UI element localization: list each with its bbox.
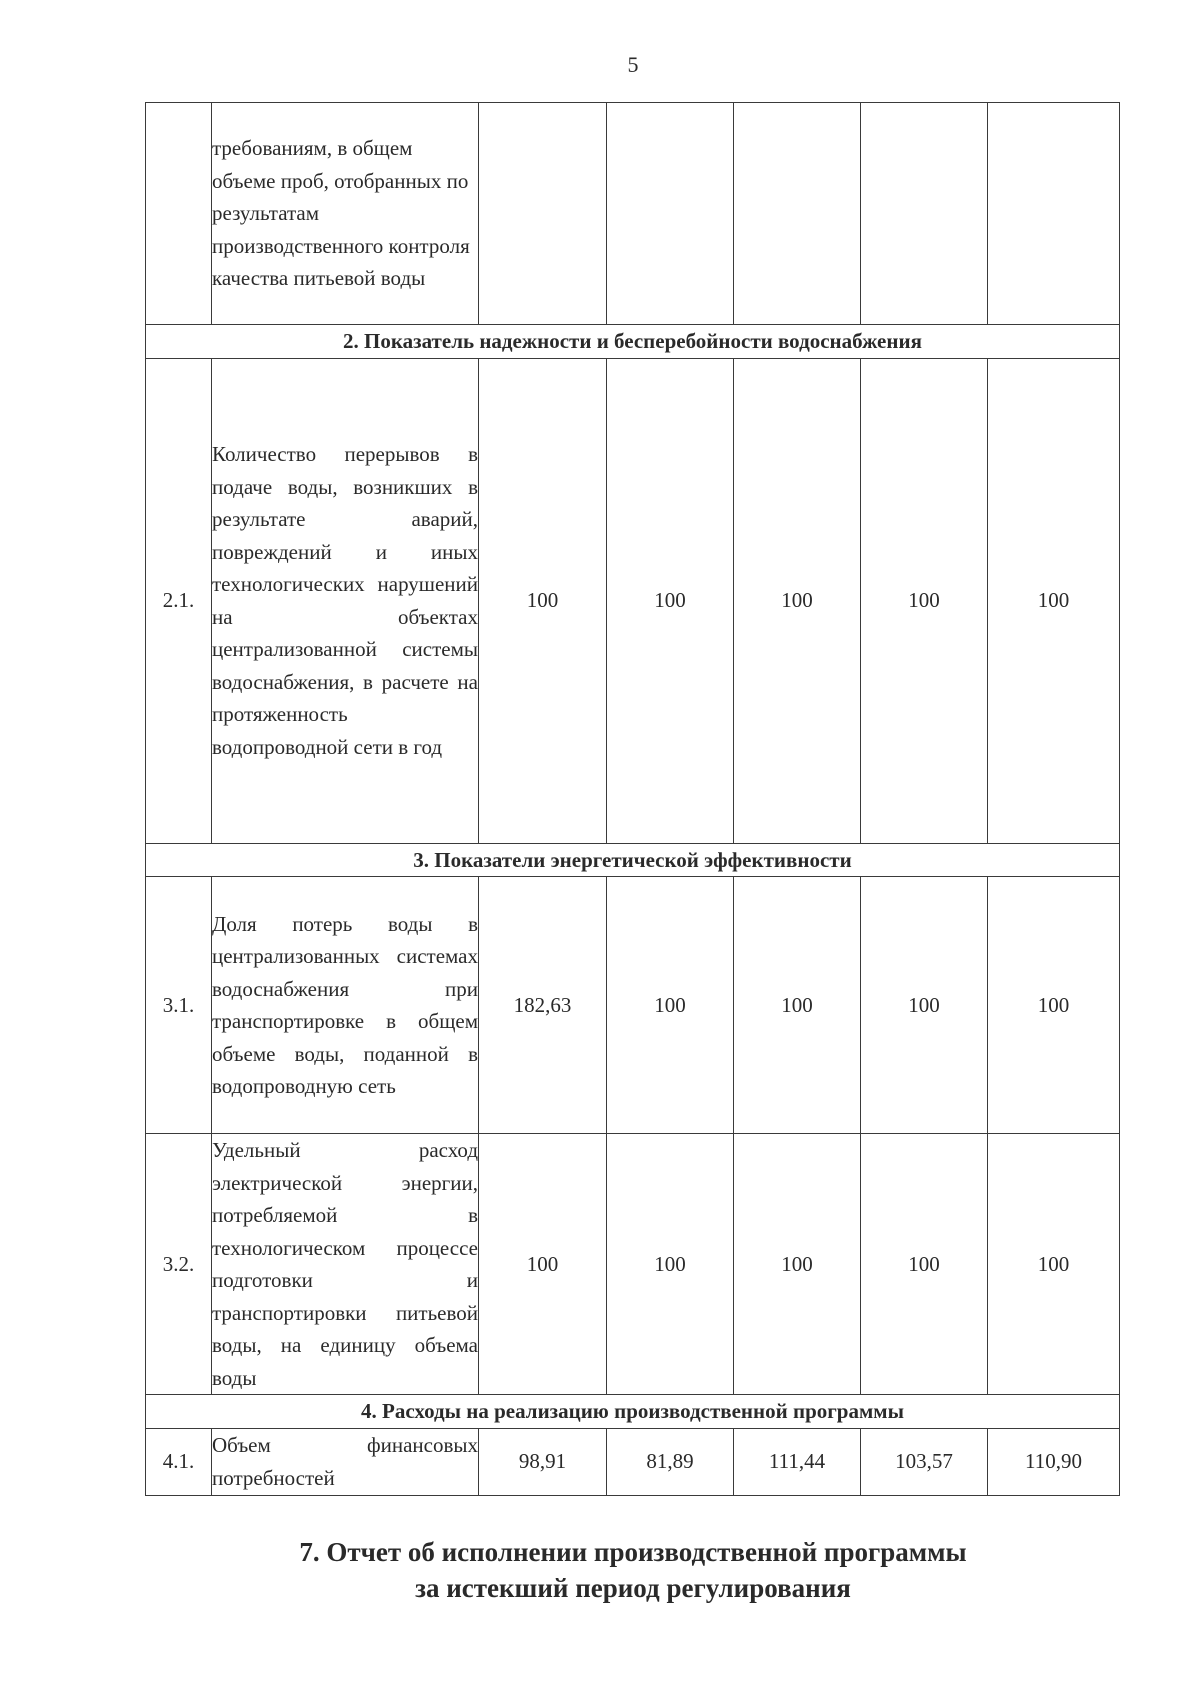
table-row (146, 358, 1120, 843)
section-header-row (146, 1395, 1120, 1429)
value-cell: 100 (734, 1134, 861, 1395)
value-cell: 100 (988, 877, 1120, 1134)
page-number: 5 (627, 52, 639, 77)
value-cell: 182,63 (479, 877, 607, 1134)
table-row (146, 1428, 1120, 1495)
value-cell: 103,57 (861, 1428, 988, 1495)
value-cell: 100 (607, 877, 734, 1134)
row-number: 3.1. (146, 877, 212, 1134)
value-cell: 100 (861, 877, 988, 1134)
value-cell: 100 (607, 1134, 734, 1395)
value-cell: 100 (861, 358, 988, 843)
row-number (146, 103, 212, 325)
value-cell: 100 (861, 1134, 988, 1395)
section-title: 4. Расходы на реализацию производственной программы (146, 1395, 1120, 1429)
value-cell: 100 (479, 1134, 607, 1395)
section-title: 2. Показатель надежности и бесперебойности водоснабжения (146, 325, 1120, 359)
row-number: 4.1. (146, 1428, 212, 1495)
value-cell: 100 (988, 358, 1120, 843)
indicator-description: Доля потерь воды в централизованных системах водоснабжения при транспортировке в общем объеме воды, поданной в водопроводную сеть (212, 877, 479, 1134)
indicator-description: Объем финансовых потребностей (212, 1428, 479, 1495)
row-number: 3.2. (146, 1134, 212, 1395)
value-cell: 100 (734, 877, 861, 1134)
value-cell (734, 103, 861, 325)
indicator-description: Удельный расход электрической энергии, потребляемой в технологическом процессе подготовки и транспортировки питьевой воды, на единицу объема воды (212, 1134, 479, 1395)
report-heading-line1: 7. Отчет об исполнении производственной программы (299, 1537, 967, 1567)
section-header-row (146, 325, 1120, 359)
table-row (146, 877, 1120, 1134)
row-number: 2.1. (146, 358, 212, 843)
value-cell: 98,91 (479, 1428, 607, 1495)
report-heading-line2: за истекший период регулирования (415, 1573, 851, 1603)
indicators-table (145, 102, 1120, 1496)
section-header-row (146, 843, 1120, 877)
value-cell: 100 (734, 358, 861, 843)
value-cell: 110,90 (988, 1428, 1120, 1495)
value-cell (861, 103, 988, 325)
value-cell: 100 (988, 1134, 1120, 1395)
table-row (146, 1134, 1120, 1395)
value-cell: 111,44 (734, 1428, 861, 1495)
value-cell (607, 103, 734, 325)
section-title: 3. Показатели энергетической эффективности (146, 843, 1120, 877)
indicator-description: требованиям, в общем объеме проб, отобранных по результатам производственного контроля качества питьевой воды (212, 103, 479, 325)
value-cell: 81,89 (607, 1428, 734, 1495)
value-cell: 100 (607, 358, 734, 843)
value-cell (988, 103, 1120, 325)
indicator-description: Количество перерывов в подаче воды, возникших в результате аварий, повреждений и иных технологических нарушений на объектах централизованной системы водоснабжения, в расчете на протяженность водопроводной сети в год (212, 358, 479, 843)
value-cell: 100 (479, 358, 607, 843)
report-heading (0, 1534, 1200, 1606)
value-cell (479, 103, 607, 325)
table-row (146, 103, 1120, 325)
